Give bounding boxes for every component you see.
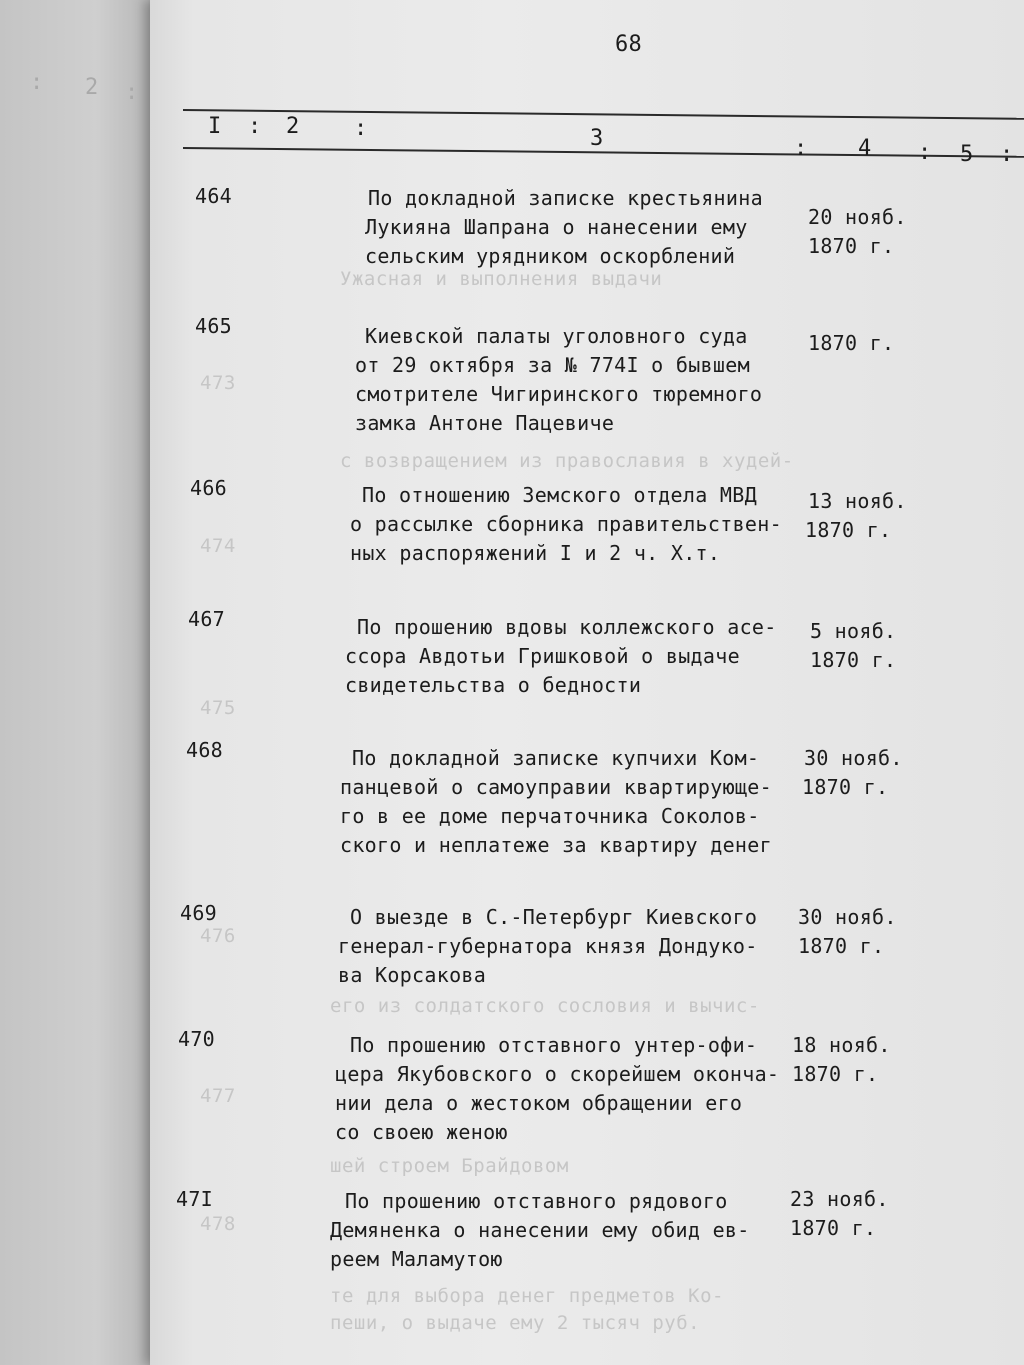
- column-header-3: 3: [590, 126, 604, 151]
- bleed-through: пеши, о выдаче ему 2 тысяч руб.: [330, 1312, 701, 1334]
- description-line: Демяненка о нанесении ему обид ев-: [330, 1218, 750, 1242]
- description-line: цера Якубовского о скорейшем оконча-: [335, 1062, 780, 1086]
- left-page-bleed: 2: [85, 75, 99, 100]
- record-date: [810, 617, 896, 675]
- record-date: [798, 903, 897, 961]
- description-line: от 29 октября за № 774I о бывшем: [355, 353, 750, 377]
- description-line: Киевской палаты уголовного суда: [365, 324, 748, 348]
- column-separator: :: [248, 114, 262, 139]
- description-line: о рассылке сборника правительствен-: [350, 512, 782, 536]
- bleed-through: 476: [200, 925, 236, 947]
- record-date: [808, 329, 894, 358]
- description-line: сельским урядником оскорблений: [365, 244, 736, 268]
- record-description: [350, 481, 782, 568]
- description-line: замка Антоне Пацевиче: [355, 411, 615, 435]
- record-number: 470: [178, 1027, 216, 1051]
- bleed-through: Ужасная и выполнения выдачи: [340, 268, 663, 290]
- bleed-through: с возвращением из православия в худей-: [340, 450, 794, 472]
- date-day: 30 нояб.: [798, 905, 897, 929]
- record-number: 468: [186, 738, 224, 762]
- bleed-through: шей строем Брайдовом: [330, 1155, 569, 1177]
- description-line: нии дела о жестоком обращении его: [335, 1091, 743, 1115]
- description-line: ных распоряжений I и 2 ч. Х.т.: [350, 541, 721, 565]
- description-line: ского и неплатеже за квартиру денег: [340, 833, 772, 857]
- description-line: По прошению вдовы коллежского асе-: [357, 615, 777, 639]
- description-line: смотрителе Чигиринского тюремного: [355, 382, 763, 406]
- bleed-through: те для выбора денег предметов Ко-: [330, 1285, 724, 1307]
- record-number: 465: [195, 314, 233, 338]
- date-year: 1870 г.: [808, 234, 895, 258]
- column-separator: :: [1000, 142, 1014, 167]
- description-line: По докладной записке купчихи Ком-: [352, 746, 760, 770]
- description-line: По прошению отставного рядового: [345, 1189, 728, 1213]
- description-line: О выезде в С.-Петербург Киевского: [350, 905, 758, 929]
- description-line: ва Корсакова: [338, 963, 487, 987]
- description-line: го в ее доме перчаточника Соколов-: [340, 804, 760, 828]
- date-year: 1870 г.: [808, 331, 895, 355]
- record-date: [802, 744, 903, 802]
- document-page: [150, 0, 1024, 1365]
- record-description: [338, 903, 758, 990]
- column-separator: :: [794, 136, 808, 161]
- record-description: [330, 1187, 750, 1274]
- page-number: 68: [615, 32, 643, 57]
- left-page-bleed: :: [30, 70, 44, 95]
- date-year: 1870 г.: [792, 1062, 879, 1086]
- date-day: 13 нояб.: [808, 489, 907, 513]
- record-date: [805, 487, 907, 545]
- record-number: 47I: [176, 1187, 214, 1211]
- record-number: 464: [195, 184, 233, 208]
- column-header-2: 2: [286, 114, 300, 139]
- date-day: 18 нояб.: [792, 1033, 891, 1057]
- record-number: 467: [188, 607, 226, 631]
- record-description: [340, 744, 772, 860]
- record-number: 466: [190, 476, 228, 500]
- date-year: 1870 г.: [790, 1216, 877, 1240]
- date-year: 1870 г.: [810, 648, 897, 672]
- record-number: 469: [180, 901, 218, 925]
- record-description: [355, 322, 762, 438]
- record-description: [365, 184, 763, 271]
- table-header-top-rule: [183, 109, 1024, 120]
- date-day: 23 нояб.: [790, 1187, 889, 1211]
- bleed-through: 473: [200, 372, 236, 394]
- description-line: По докладной записке крестьянина: [368, 186, 763, 210]
- date-year: 1870 г.: [802, 775, 889, 799]
- date-day: 5 нояб.: [810, 619, 897, 643]
- column-separator: :: [918, 140, 932, 165]
- left-page-bleed: :: [125, 80, 139, 105]
- description-line: свидетельства о бедности: [345, 673, 642, 697]
- date-year: 1870 г.: [798, 934, 885, 958]
- description-line: ссора Авдотьи Гришковой о выдаче: [345, 644, 740, 668]
- column-separator: :: [354, 116, 368, 141]
- bleed-through: 475: [200, 697, 236, 719]
- bleed-through: 478: [200, 1213, 236, 1235]
- record-date: [790, 1185, 889, 1243]
- bleed-through: 477: [200, 1085, 236, 1107]
- column-header-4: 4: [858, 136, 872, 161]
- description-line: По отношению Земского отдела МВД: [362, 483, 757, 507]
- column-header-5: 5: [960, 142, 974, 167]
- record-date: [792, 1031, 891, 1089]
- date-year: 1870 г.: [805, 518, 892, 542]
- bleed-through: 474: [200, 535, 236, 557]
- date-day: 20 нояб.: [808, 205, 907, 229]
- description-line: панцевой о самоуправии квартирующе-: [340, 775, 772, 799]
- left-facing-page-edge: [0, 0, 160, 1365]
- record-description: [335, 1031, 779, 1147]
- description-line: генерал-губернатора князя Дондуко-: [338, 934, 758, 958]
- description-line: реем Маламутою: [330, 1247, 503, 1271]
- record-date: [808, 203, 907, 261]
- description-line: По прошению отставного унтер-офи-: [350, 1033, 758, 1057]
- record-description: [345, 613, 777, 700]
- column-header-1: I: [208, 114, 222, 139]
- bleed-through: его из солдатского сословия и вычис-: [330, 995, 760, 1017]
- description-line: со своею женою: [335, 1120, 508, 1144]
- description-line: Лукияна Шапрана о нанесении ему: [365, 215, 748, 239]
- date-day: 30 нояб.: [804, 746, 903, 770]
